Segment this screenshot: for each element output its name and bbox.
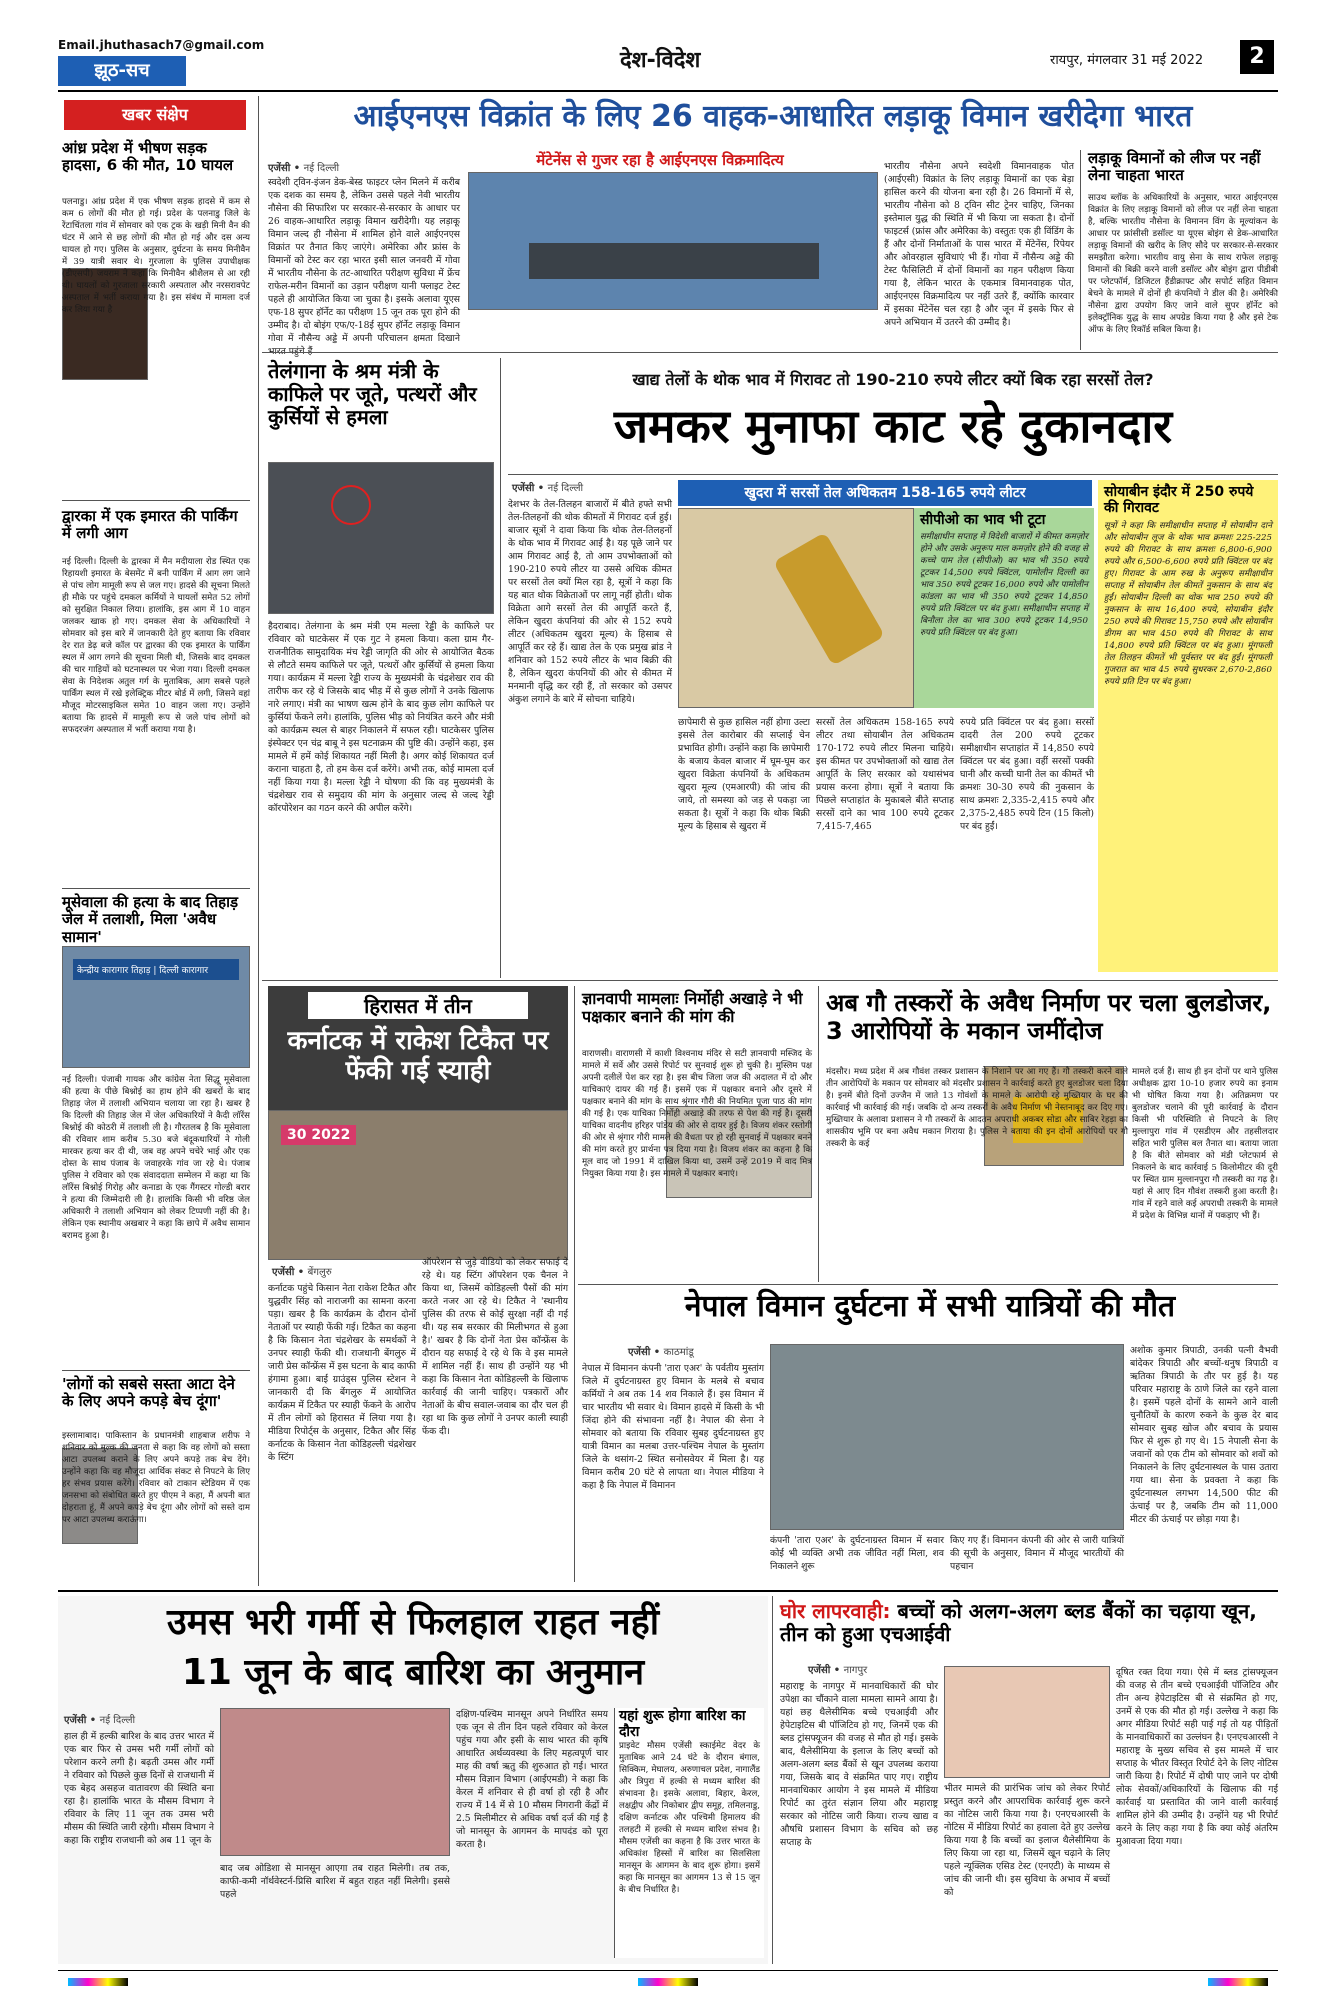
jail-signboard [73, 959, 239, 980]
byline-agency: एजेंसी [268, 163, 291, 174]
highlight-circle [331, 485, 371, 525]
byline-location: नागपुर [843, 1665, 868, 1676]
brief-divider [62, 500, 250, 501]
footer-registration-marks [58, 1974, 1278, 1994]
brief-headline: आंध्र प्रदेश में भीषण सड़क हादसा, 6 की मौत, 10 घायल [62, 139, 234, 175]
cow-headline: अब गौ तस्करों के अवैध निर्माण पर चला बुलडोजर, 3 आरोपियों के मकान जमींदोज [826, 989, 1272, 1045]
jail-signboard-text: केन्द्रीय कारागार तिहाड़ | दिल्ली कारागार [77, 966, 209, 976]
brief-headline: मूसेवाला की हत्या के बाद तिहाड़ जेल में तलाशी, मिला 'अवैध सामान' [62, 893, 239, 946]
email-text: Email.jhuthasach7@gmail.com [58, 38, 265, 52]
rain-box-title: यहां शुरू होगा बारिश का दौरा [619, 1708, 746, 1741]
column-divider [500, 358, 501, 978]
column-divider [1080, 150, 1081, 350]
oil-banner-text: खुदरा में सरसों तेल अधिकतम 158-165 रुपये लीटर [744, 485, 1026, 501]
section-divider [578, 1284, 1278, 1285]
oil-byline: एजेंसी • नई दिल्ली [512, 483, 584, 494]
weather-text-col2: बाद जब ओडिशा से मानसून आएगा तब राहत मिलेगी। तब तक, काफी-कमी नॉर्थवेस्टर्न-प्रिसि बारिश में बहुत राहत नहीं मिलेगी। इससे पहले [220, 1863, 453, 1900]
nepal-headline: नेपाल विमान दुर्घटना में सभी यात्रियों की मौत [684, 1289, 1176, 1324]
color-registration-strip [1208, 1978, 1268, 1986]
byline-location: नई दिल्ली [547, 483, 584, 494]
weather-story [58, 1596, 768, 1964]
hiv-text-col3: दूषित रक्त दिया गया। ऐसे में ब्लड ट्रांसफ्यूजन की वजह से तीन बच्चे एचआईवी पॉजिटिव और तीन अन्य हेपेटाइटिस बी से संक्रमित हो गए, उनमें से एक की मौत हो गई। उल्लेख ने कहा कि अगर मीडिया रिपोर्ट सही पाई गई तो यह पीड़ितों के मानवाधिकारों का उल्लंघन है। एनएचआरसी ने महाराष्ट्र के मुख्य सचिव से इस मामले में चार सप्ताह के भीतर विस्तृत रिपोर्ट देने के लिए नोटिस जारी किया है। रिपोर्ट में दोषी पाए जाने पर दोषी लोक सेवकों/अधिकारियों के खिलाफ की गई कार्रवाई या प्रस्तावित की जाने वाली कार्रवाई शामिल होने की उम्मीद है। उन्होंने यह भी रिपोर्ट करने के लिए कहा गया है कि क्या कोई अंतरिम मुआवजा दिया गया। [1116, 1667, 1281, 1847]
brief-divider [62, 888, 250, 889]
byline-agency: एजेंसी [628, 1347, 651, 1358]
byline-agency: एजेंसी [64, 1715, 87, 1726]
baby-feet-photo [944, 1666, 1110, 1778]
aircraft-carrier-photo [468, 172, 878, 310]
oil-banner [678, 480, 1092, 506]
byline-location: नई दिल्ली [303, 163, 340, 174]
cpo-text: समीक्षाधीन सप्ताह में विदेशी बाजारों में कीमत कमज़ोर होने और उसके अनुरूप माल कमज़ोर होने की वजह से कच्चे पाम तेल (सीपीओ) का भाव भी 350 रुपये टूटकर 14,500 रुपये क्विंटल, पामोलीन दिल्ली का भाव 350 रुपये टूटकर 16,000 रुपये और पामोलीन कांडला का भाव भी 350 रुपये टूटकर 14,850 रुपये प्रति क्विंटल पर बंद हुआ। समीक्षाधीन सप्ताह में बिनौला तेल का भाव 300 रुपये टूटकर 14,950 रुपये प्रति क्विंटल पर बंद हुआ। [920, 532, 1091, 639]
tikait-label: हिरासत में तीन [308, 992, 528, 1019]
carrier-ship-shape [529, 243, 819, 279]
color-registration-strip [68, 1978, 128, 1986]
oil-kicker: खाद्य तेलों के थोक भाव में गिरावट तो 190-210 रुपये लीटर क्यों बिक रहा सरसों तेल? [632, 370, 1154, 389]
lead-text-col3: भारतीय नौसेना अपने स्वदेशी विमानवाहक पोत (आईएसी) विक्रांत के लिए लड़ाकू विमानों का एक बेड़ा हासिल करने की योजना बना रही है। 26 विमानों में से, भारतीय नौसेना को 8 ट्विन सीट ट्रेनर चाहिए, जिनका इस्तेमाल युद्ध की स्थिति में भी किया जा सकता है। दोनों फाइटर्स (फ्रांस और अमेरिका के) वस्तुतः एक ही विंडिंग के हैं और दोनों निर्माताओं के पास भारत में मेंटेनेंस, रिपेयर और ओवरहाल सुविधाएं भी हैं। गोवा में नौसैन्य अड्डे की टेस्ट फैसिलिटी में दोनों विमानों का गहन परीक्षण किया गया है, लेकिन भारत के एकमात्र विमानवाहक पोत, आईएनएस विक्रमादित्य पर नहीं उतरे हैं, क्योंकि कारवार में इसका मेंटेनेंस चल रहा है और जून में इसके फिर से अपने अभियान में उतरने की उम्मीद है। [884, 161, 1077, 328]
brief-text: पलनाडु। आंध्र प्रदेश में एक भीषण सड़क हादसे में कम से कम 6 लोगों की मौत हो गई। प्रदेश के पलनाडु जिले के रेंटाचिंतला गांव में सोमवार को एक ट्रक के खड़ी मिनी वैन की घंटर में आने से छह लोगों की मौत हो गई और दस अन्य घायल हो गए। पुलिस के अनुसार, दुर्घटना के समय मिनीवैन में 39 यात्री सवार थे। गुरजाला के पुलिस उपाधीक्षक (डीएसपी) जयराम ने कहा कि मिनीवैन श्रीशैलम से आ रही थी। घायलों को गुरजाला सरकारी अस्पताल और नरसरावपेट अस्पताल में भर्ती कराया गया है। इस संबंध में मामला दर्ज कर लिया गया है [62, 197, 253, 315]
brief-headline: द्वारका में एक इमारत की पार्किंग में लगी आग [62, 507, 238, 543]
tihar-jail-photo [62, 946, 250, 1068]
color-registration-strip [638, 1978, 698, 1986]
tikait-box [268, 986, 568, 1110]
cpo-box [914, 508, 1094, 708]
telangana-text: हैदराबाद। तेलंगाना के श्रम मंत्री एम मल्ला रेड्डी के काफिले पर रविवार को घाटकेसर में एक गुट ने हमला किया। कला ग्राम गैर-राजनीतिक सामुदायिक मंच रेड्डी जागृति की ओर से आयोजित बैठक से लौटते समय काफिले पर जूते, पत्थरों और कुर्सियों से हमला किया गया। कार्यक्रम में मल्ला रेड्डी राज्य के मुख्यमंत्री के चंद्रशेखर राव की तारीफ कर रहे थे जिसके बाद भीड़ में से कुछ लोगों ने उनके खिलाफ नारे लगाए। मंत्री का भाषण खत्म होने के बाद कुछ लोग काफिले पर कुर्सियां फेंकने लगे। हालांकि, पुलिस भीड़ को नियंत्रित करने और मंत्री को कार्यक्रम स्थल से बाहर निकालने में सफल रही। घाटकेसर पुलिस इंस्पेक्टर एन चंद्र बाबू ने इस घटनाक्रम की पुष्टि की। उन्होंने कहा, इस मामले में हमें कोई शिकायत नहीं मिली है। अगर कोई शिकायत दर्ज कराना चाहता है, तो हम केस दर्ज करेंगे। अभी तक, कोई मामला दर्ज नहीं किया गया है। मल्ला रेड्डी ने घोषणा की कि वह मुख्यमंत्री के चंद्रशेखर राव से समुदाय की मांग के अनुसार जल्द से जल्द रेड्डी कॉरपोरेशन का गठन करने की अपील करेंगे। [268, 621, 497, 814]
soybean-box [1098, 480, 1278, 972]
byline-agency: एजेंसी [272, 1267, 295, 1278]
brief-text: नई दिल्ली। पंजाबी गायक और कांग्रेस नेता सिद्धू मूसेवाला की हत्या के पीछे बिश्नोई का हाथ होने की खबरों के बाद तिहाड़ जेल में तलाशी अभियान चलाया जा रहा है। खबर है कि दिल्ली की तिहाड़ जेल में जेल अधिकारियों ने कैदी लॉरेंस बिश्नोई की कोठरी में तलाशी ली है। गौरतलब है कि मूसेवाला की रविवार शाम करीब 5.30 बजे बंदूकधारियों ने गोली मारकर हत्या कर दी थी, जब वह अपने चचेरे भाई और एक दोस्त के साथ पंजाब के जवाहरके गांव जा रहे थे। पंजाब पुलिस ने रविवार को एक संवाददाता सम्मेलन में कहा था कि लॉरेंस बिश्नोई गिरोह और कनाडा के एक गैंगस्टर गोल्डी बरार ने हत्या की जिम्मेदारी ली है। हालांकि किसी भी वरिष्ठ जेल अधिकारी ने तलाशी अभियान को लेकर टिप्पणी नहीं की है। लेकिन एक स्थानीय अखबार ने कहा कि छापे में अवैध सामान बरामद हुआ है। [62, 1075, 253, 1241]
soybean-text: सूत्रों ने कहा कि समीक्षाधीन सप्ताह में सोयाबीन दाने और सोयाबीन लूज के थोक भाव क्रमशः 225-225 रुपये की गिरावट के साथ क्रमशः 6,800-6,900 रुपये और 6,500-6,600 रुपये प्रति क्विंटल पर बंद हुए। गिरावट के आम रुख के अनुरूप समीक्षाधीन सप्ताह में सोयाबीन तेल कीमतें नुकसान के साथ बंद हुईं। सोयाबीन दिल्ली का थोक भाव 250 रुपये की नुकसान के साथ 16,400 रुपये, सोयाबीन इंदौर 250 रुपये की गिरावट 15,750 रुपये और सोयाबीन डीगम का भाव 450 रुपये की गिरावट के साथ 14,800 रुपये प्रति क्विंटल पर बंद हुआ। मूंगफली तेल तिलहन कीमतें भी पूर्वस्तर पर बंद हुईं। मूंगफली गुजरात का भाव 45 रुपये सुधरकर 2,670-2,860 रुपये प्रति टिन पर बंद हुआ। [1104, 521, 1275, 688]
oil-headline: जमकर मुनाफा काट रहे दुकानदार [613, 399, 1173, 453]
oil-pouring-photo [678, 508, 914, 708]
oil-text-col2: छापेमारी से कुछ हासिल नहीं होगा उल्टा इससे तेल कारोबार की सप्लाई चेन प्रभावित होगी। उन्होंने कहा कि छापेमारी के बजाय केवल बाजार में घूम-घूम कर खुदरा विक्रेता कंपनियों के अधिकतम खुदरा मूल्य (एमआरपी) की जांच की जाये, तो समस्या को जड़ से पकड़ा जा सकता है। सूत्रों ने कहा कि थोक बिक्री मूल्य के हिसाब से खुदरा में [678, 717, 813, 832]
footer-rule [58, 1970, 1278, 1971]
section-divider [262, 352, 1278, 353]
oil-bottle-shape [773, 532, 885, 666]
masthead-rule [58, 90, 1278, 92]
hiv-text-col1: महाराष्ट्र के नागपुर में मानवाधिकारों की घोर उपेक्षा का चौंकाने वाला मामला सामने आया है। यहां छह थैलेसीमिक बच्चे एचआईवी और हेपेटाइटिस बी पॉजिटिव हो गए, जिनमें एक की ब्लड ट्रांसफ्यूजन की वजह से मौत हो गई। इसके बाद, थैलेसीमिया के इलाज के लिए बच्चों को अलग-अलग ब्लड बैंकों से खून उपलब्ध कराया गया, जिसके बाद वे संक्रमित पाए गए। राष्ट्रीय मानवाधिकार आयोग ने इस मामले में मीडिया रिपोर्ट का तुरंत संज्ञान लिया और महाराष्ट्र सरकार को नोटिस जारी किया। राज्य खाद्य व औषधि प्रशासन विभाग के सचिव को छह सप्ताह के [780, 1681, 941, 1848]
gyanvapi-text: वाराणसी। वाराणसी में काशी विश्वनाथ मंदिर से सटी ज्ञानवापी मस्जिद के मामले में सर्वे और उससे रिपोर्ट पर सुनवाई शुरू हो चुकी है। मुस्लिम पक्ष अपनी दलीलें पेश कर रहा है। इस बीच जिला जज की अदालत में दो और याचिकाएं दायर की गई हैं। इसमें एक में पक्षकार बनाने और दूसरे में पक्षकार बनाने की मांग के साथ श्रृंगार गौरी की नियमित पूजा पाठ की मांग की गई है। एक याचिका निर्मोही अखाड़े की तरफ से पेश की गई है। दूसरी याचिका वादनीय हरिहर पांडेय की ओर से दायर हुई है। विजय शंकर रस्तोगी की ओर से श्रृंगार गौरी मामले की वैधता पर हो रही सुनवाई में पक्षकार बनने की मांग करते हुए प्रार्थना पत्र दिया गया है। विजय शंकर का कहना है कि मूल वाद जो 1991 में दाखिल किया था, उसमें उन्हें 2019 में वाद मित्र नियुक्त किया गया है। इस मामले में पक्षकार बनाएं। [582, 1049, 815, 1179]
column-divider [772, 1596, 773, 1964]
cow-text-col1: मंदसौर। मध्य प्रदेश में अब गौवंश तस्कर प्रशासन के निशाने पर आ गए हैं। गौ तस्करी करने वाले तीन आरोपियों के मकान पर सोमवार को मंदसौर प्रशासन ने कार्रवाई करते हुए बुलडोजर चला दिया है। इनमें बीते दिनों उज्जैन में जाते 13 गोवंशों के मामले के आरोपी रहे मुख्तियार के घर की कार्रवाई भी कार्रवाई की गई। जबकि दो अन्य तस्करों के अवैध निर्माण भी नेस्तनाबूद कर दिए गए। मुख्तियार के अलावा प्रशासन ने गौ तस्करों के आदतन अपराधी अकबर सोडा और साबिर रेहड़ा का शासकीय भूमि पर बना अवैध मकान गिराया है। पुलिस ने बताया की इन दोनों आरोपियों पर गौ तस्करी के कई [826, 1067, 1131, 1149]
brief-headline: 'लोगों को सबसे सस्ता आटा देने के लिए अपने कपड़े बेच दूंगा' [62, 1375, 235, 1411]
column-divider [818, 986, 819, 1282]
sidebar-header-text: खबर संक्षेप [122, 105, 188, 124]
brief-text: नई दिल्ली। दिल्ली के द्वारका में मैन मदीयाला रोड स्थित एक रिहायशी इमारत के बेसमेंट में बनी पार्किंग में आग लग जाने से पांच लोग मामूली रूप से जल गए। हादसे की सूचना मिलते ही मौके पर पहुंचे दमकल कर्मियों ने घायलों समेत 52 लोगों को सुरक्षित निकाल लिया। हालांकि, इस आग में 10 वाहन जलकर खाक हो गए। दमकल सेवा के अधिकारियों ने सोमवार को इस बारे में जानकारी देते हुए बताया कि रविवार देर रात डेढ़ बजे कॉल पर द्वारका की एक इमारत के पार्किंग स्थल में आग लगने की सूचना मिली थी, जिसके बाद दमकल की चार गाड़ियों को घटनास्थल पर भेजा गया। दिल्ली दमकल सेवा के निदेशक अतुल गर्ग के मुताबिक, आग सबसे पहले पार्किंग स्थल में रखे इलेक्ट्रिक मीटर बोर्ड में लगी, जिसने वहां मौजूद मोटरसाइकिल समेत 10 वाहन जला गए। उन्होंने बताया कि हादसे में मामूली रूप से जले पांच लोगों को सफदरजंग अस्पताल में भर्ती कराया गया है। [62, 557, 253, 735]
weather-headline-line1: उमस भरी गर्मी से फिलहाल राहत नहीं [166, 1602, 660, 1643]
hiv-kicker: घोर लापरवाही: [780, 1599, 891, 1623]
masthead [0, 0, 1323, 96]
lead-side-headline: लड़ाकू विमानों को लीज पर नहीं लेना चाहता भारत [1088, 149, 1261, 185]
cow-text-col2: मामले दर्ज हैं। साथ ही इन दोनों पर थाने पुलिस अधीक्षक द्वारा 10-10 हजार रुपये का इनाम भी घोषित किया गया है। अतिक्रमण पर बुलडोजर चलाने की पूरी कार्रवाई के दौरान किसी भी परिस्थिति से निपटने के लिए मुल्लापुरा गांव में एसडीएम और तहसीलदार सहित भारी पुलिस बल तैनात था। बताया जाता है कि बीते सोमवार को मंडी प्लेटफार्म से निकलने के बाद कार्रवाई 5 किलोमीटर की दूरी पर स्थित ग्राम मुल्लानपुरा गौ तस्करी का गढ़ है। यहां से आए दिन गौवंश तस्करी हुआ करती है। गांव में रहने वाले कई अपराधी तस्करी के मामले में प्रदेश के विभिन्न थानों में पकड़ाए भी हैं। [1132, 1067, 1281, 1221]
nepal-byline: एजेंसी • काठमांडू [628, 1347, 694, 1358]
gyanvapi-headline: ज्ञानवापी मामलाः निर्मोही अखाड़े ने भी पक्षकार बनाने की मांग की [582, 989, 803, 1027]
lead-headline: आईएनएस विक्रांत के लिए 26 वाहक-आधारित लड़ाकू विमान खरीदेगा भारत [353, 99, 1193, 134]
hiv-text-col2: भीतर मामले की प्रारंभिक जांच को लेकर रिपोर्ट प्रस्तुत करने और आपराधिक कार्रवाई शुरू करने का नोटिस जारी किया गया है। एनएचआरसी के नोटिस में मीडिया रिपोर्ट का हवाला देते हुए उल्लेख किया गया है कि बच्चों का इलाज थैलेसीमिया के लिए किया जा रहा था, जिसमें खून चढ़ाने के लिए पहले न्यूक्लिक एसिड टेस्ट (एनएटी) के माध्यम से जांच की जानी थी। इस सुविधा के अभाव में बच्चों को [944, 1783, 1113, 1898]
sidebar-header [64, 100, 246, 130]
lead-text-col1: स्वदेशी ट्विन-इंजन डेक-बेस्ड फाइटर प्लेन मिलने में करीब एक दशक का समय है, लेकिन उससे पहले नेवी भारतीय नौसेना की सिफारिश पर सरकार-से-सरकार के आधार पर 26 वाहक-आधारित लड़ाकू विमान खरीदेगी। यह लड़ाकू विमान जल्द ही नौसेना में शामिल होने वाले आईएनएस विक्रांत पर तैनात किए जाएंगे। अमेरिका और फ्रांस के विमानों को टेस्ट कर रहा भारत इसी साल जनवरी में गोवा में भारतीय नौसेना के तट-आधारित परीक्षण सुविधा में फ्रेंच राफेल-मरीन विमानों का उड़ान परीक्षण यानी फ्लाइट टेस्ट पहले ही आयोजित किया जा चुका है। इसके अलावा यूएस एफ-18 सुपर हॉर्नेट का परीक्षण 15 जून तक पूरा होने की उम्मीद है। दो बोइंग एफ/ए-18ई सुपर हॉर्नेट लड़ाकू विमान गोवा में नौसैन्य अड्डे में अपनी परिचालन क्षमता दिखाने [268, 177, 460, 344]
brief-text: इस्लामाबाद। पाकिस्तान के प्रधानमंत्री शाहबाज शरीफ ने शनिवार को मुल्क की जनता से कहा कि वह लोगों को सस्ता आटा उपलब्ध कराने के लिए अपने कपड़े तक बेच देंगे। उन्होंने कहा कि वह मौजूदा आर्थिक संकट से निपटने के लिए हर संभव प्रयास करेंगे। रविवार को टाकान स्टेडियम में एक जनसभा को संबोधित करते हुए पीएम ने कहा, मैं अपनी बात दोहराता हूं, मैं अपने कपड़े बेच दूंगा और लोगों को सस्ते दाम पर आटा उपलब्ध कराऊंगा। [62, 1431, 253, 1525]
column-divider [574, 986, 575, 1582]
brief-divider [62, 1370, 250, 1371]
byline-agency: एजेंसी [808, 1665, 831, 1676]
tikait-headline: कर्नाटक में राकेश टिकैत पर फेंकी गई स्याही [287, 1026, 549, 1086]
soybean-headline: सोयाबीन इंदौर में 250 रुपये की गिरावट [1104, 484, 1254, 517]
oil-text-col4: रुपये प्रति क्विंटल पर बंद हुआ। सरसों दादरी तेल 200 रुपये टूटकर समीक्षाधीन सप्ताहांत में 14,850 रुपये क्विंटल पर बंद हुआ। वहीं सरसों पक्की घानी और कच्ची घानी तेल का कीमतें भी क्रमशः 30-30 रुपये की नुकसान के साथ क्रमशः 2,335-2,415 रुपये और 2,375-2,485 रुपये टिन (15 किलो) पर बंद हुईं। [960, 717, 1097, 832]
rain-box [614, 1708, 764, 1958]
nepal-text-col3: किए गए हैं। विमानन कंपनी की ओर से जारी यात्रियों की सूची के अनुसार, विमान में मौजूद भारतीयों की पहचान [950, 1535, 1127, 1572]
nepal-text-col4: अशोक कुमार त्रिपाठी, उनकी पत्नी वैभवी बांदेकर त्रिपाठी और बच्चों-धनुष त्रिपाठी व ऋतिका त्रिपाठी के तौर पर हुई है। यह परिवार महाराष्ट्र के ठाणे जिले का रहने वाला है। इसमें पहले दोनों के सामने आने वाली चुनौतियों के कारण रुकने के कुछ देर बाद सोमवार सुबह खोज और बचाव के प्रयास फिर से शुरू हो गए थे। 15 नेपाली सेना के जवानों को एक टीम को सोमवार को शवों को निकालने के लिए दुर्घटनास्थल के पास उतारा गया था। सेना के प्रवक्ता ने कहा कि दुर्घटनास्थल लगभग 14,500 फीट की ऊंचाई पर है, जबकि टीम को 11,000 मीटर की ऊंचाई पर छोड़ा गया है। [1130, 1345, 1281, 1525]
nepal-text-col1: नेपाल में विमानन कंपनी 'तारा एअर' के पर्वतीय मुस्तांग जिले में दुर्घटनाग्रस्त हुए विमान के मलबे से बचाव कर्मियों ने अब तक 14 शव निकाले हैं। इस विमान में चार भारतीय भी सवार थे। विमान हादसे में किसी के भी जिंदा होने की संभावना नहीं है। नेपाल की सेना ने सोमवार को बताया कि रविवार सुबह दुर्घटनाग्रस्त हुए यात्री विमान का मलबा उत्तर-पश्चिम नेपाल के मुस्तांग जिले के थसांग-2 स्थित सनोसवेयर में मिला है। यह विमान करीब 20 घंटे से लापता था। नेपाल मीडिया ने कहा है कि नेपाल में विमानन [582, 1363, 767, 1491]
rain-box-text: प्राइवेट मौसम एजेंसी स्काईमेट वेदर के मुताबिक आने 24 घंटे के दौरान बंगाल, सिक्किम, मेघालय, अरुणाचल प्रदेश, नागालैंड और त्रिपुरा में हल्की से मध्यम बारिश की संभावना है। इसके अलावा, बिहार, केरल, लक्षद्वीप और निकोबार द्वीप समूह, तमिलनाडु, दक्षिण कर्नाटक और पश्चिमी हिमालय की तलहटी में हल्की से मध्यम बारिश संभव है। मौसम एजेंसी का कहना है कि उत्तर भारत के अधिकांश हिस्सों में बारिश का सिलसिला मानसून के आगमन के बाद शुरू होगा। इसमें कहा कि मानसून का आगमन 13 से 15 जून के बीच निर्धारित है। [619, 1741, 763, 1896]
telangana-headline: तेलंगाना के श्रम मंत्री के काफिले पर जूते, पत्थरों और कुर्सियों से हमला [268, 359, 477, 429]
lead-byline: एजेंसी • नई दिल्ली [268, 163, 340, 174]
hiv-headline-text: बच्चों को अलग-अलग ब्लड बैंकों का चढ़ाया खून, तीन को हुआ एचआईवी [780, 1599, 1257, 1646]
lead-side-text: साउथ ब्लॉक के अधिकारियों के अनुसार, भारत आईएनएस विक्रांत के लिए लड़ाकू विमानों को लीज पर नहीं लेना चाहता है, बल्कि भारतीय नौसेना के विमानन विंग के मूल्यांकन के आधार पर फ्रांसीसी डसॉल्ट या यूएस बोइंग से डेक-आधारित लड़ाकू विमानों की खरीद के लिए सौदे पर सरकार-से-सरकार समझौता करेगा। भारतीय वायु सेना के साथ राफेल लड़ाकू विमानों की बिक्री करने वाली डसॉल्ट और बोइंग द्वारा पीडीबी पर प्लेटफॉर्म, डिजिटल हैंडीक्राफ्ट और सपोर्ट सहित विमान बेचने के मामले में दोनों ही कंपनियों ने डील की है। अमेरिकी नौसेना द्वारा उपयोग किए जाने वाले सुपर हॉर्नेट को इलेक्ट्रॉनिक युद्ध के साथ अपग्रेड किया गया है और इसे टेक ऑफ के लिए रिकॉर्ड सबिल किया है। [1088, 193, 1281, 335]
byline-location: बेंगलुरु [307, 1267, 332, 1278]
tikait-photo [268, 1110, 568, 1260]
weather-headline-line2: 11 जून के बाद बारिश का अनुमान [181, 1652, 645, 1693]
tikait-byline: एजेंसी • बेंगलुरु [272, 1267, 332, 1278]
oil-text-col3: सरसों तेल अधिकतम 158-165 रुपये लीटर तथा सोयाबीन तेल अधिकतम 170-172 रुपये लीटर मिलना चाहिये। इस कीमत पर उपभोक्ताओं को खाद्य तेल आपूर्ति के लिए सरकार को यथासंभव प्रयास करना होगा। सूत्रों ने बताया कि पिछले सप्ताहांत के मुकाबले बीते सप्ताह सरसों दाने का भाव 100 रुपये टूटकर 7,415-7,465 [816, 717, 957, 832]
weather-byline: एजेंसी • नई दिल्ली [64, 1715, 136, 1726]
dateline: रायपुर, मंगलवार 31 मई 2022 [1050, 53, 1204, 68]
weather-text-col1: हाल ही में हल्की बारिश के बाद उत्तर भारत में एक बार फिर से उमस भरी गर्मी लोगों को परेशान करने लगी है। बढ़ती उमस और गर्मी ने रविवार को पिछले कुछ दिनों से राजधानी में एक बेहद असहज वातावरण की स्थिति बना रहा है। हालांकि भारत के मौसम विभाग ने रविवार के लिए 11 जून तक उमस भरी मौसम की स्थिति जारी रहेगी। मौसम विभाग ने कहा कि राष्ट्रीय राजधानी को अब 11 जून के [64, 1731, 217, 1846]
nepal-text-col2: कंपनी 'तारा एअर' के दुर्घटनाग्रस्त विमान में सवार कोई भी व्यक्ति अभी तक जीवित नहीं मिला, शव निकालने शुरू [770, 1535, 947, 1572]
lead-subhead: मेंटेनेंस से गुजर रहा है आईएनएस विक्रमादित्य [536, 151, 784, 169]
tikait-text-col1: कर्नाटक पहुंचे किसान नेता राकेश टिकैत और युद्धवीर सिंह को नाराजगी का सामना करना पड़ा। खबर है कि कार्यक्रम के दौरान दोनों नेताओं पर स्याही फेंकी गई। टिकैत का कहना है कि किसान नेता चंद्रशेखर के समर्थकों ने उनपर स्याही फेंकी थी। राजधानी बेंगलुरु में जारी प्रेस कॉन्फ्रेंस में इस घटना के बाद काफी हंगामा हुआ। बाई ग्राउंड्स पुलिस स्टेशन ने जानकारी दी कि बेंगलुरु में आयोजित कार्यक्रम में टिकैत पर स्याही फेंकने के आरोप में तीन लोगों को हिरासत में लिया गया है। मीडिया रिपोर्ट्स के अनुसार, टिकैत और सिंह कर्नाटक के किसान नेता कोडिहल्ली चंद्रशेखर के स्टिंग [268, 1283, 419, 1463]
weather-text-col3: दक्षिण-पश्चिम मानसून अपने निर्धारित समय एक जून से तीन दिन पहले रविवार को केरल पहुंच गया और इसी के साथ भारत की कृषि आधारित अर्थव्यवस्था के लिए महत्वपूर्ण चार माह की वर्षा ऋतु की शुरुआत हो गई। भारत मौसम विज्ञान विभाग (आईएमडी) ने कहा कि केरल में शनिवार से ही वर्षा हो रही है और राज्य में 14 में से 10 मौसम निगरानी केंद्रों में 2.5 मिलीमीटर से अधिक वर्षा दर्ज की गई है जो मानसून के आगमन के मापदंड को पूरा करता है। [456, 1709, 611, 1850]
byline-agency: एजेंसी [512, 483, 535, 494]
oil-headline-rule [508, 474, 1278, 475]
section-divider [58, 1590, 1278, 1592]
telangana-attack-photo [268, 462, 494, 614]
heat-women-photo [220, 1708, 450, 1856]
page-number-value: 2 [1249, 44, 1265, 69]
section-title: देश-विदेश [620, 48, 701, 73]
oil-text-col1: देशभर के तेल-तिलहन बाजारों में बीते हफ्ते सभी तेल-तिलहनों की थोक कीमतों में गिरावट दर्ज हुई। बाजार सूत्रों ने दावा किया कि थोक तेल-तिलहनों के थोक भाव में गिरावट आई है। यह पूछे जाने पर आम गिरावट आई है, तो आम उपभोक्ताओं को 190-210 रुपये लीटर या उससे अधिक कीमत पर सरसों तेल क्यों मिल रहा है, सूत्रों ने कहा कि यह बात थोक विक्रेताओं पर लागू नहीं होती। थोक विक्रेता आगे सरसों तेल की आपूर्ति करते हैं, लेकिन खुदरा कंपनियां की ओर से 152 रुपये लीटर (अधिकतम खुदरा मूल्य) के हिसाब से आपूर्ति कर रहे हैं। खाद्य तेल के एक प्रमुख ब्रांड ने शनिवार को 152 रुपये लीटर के भाव बिक्री की है, लेकिन खुदरा कंपनियों की ओर से कीमत में मनमानी वृद्धि कर रही हैं, तो सरकार को उसपर अंकुश लगाने के बारे में सोचना चाहिये। [508, 499, 675, 705]
brand-name: झूठ-सच [94, 60, 150, 81]
section-divider [262, 980, 1278, 981]
brand-logo [58, 56, 186, 86]
hiv-byline: एजेंसी • नागपुर [808, 1665, 868, 1676]
column-divider [258, 96, 259, 1586]
plane-wreckage-photo [770, 1344, 1124, 1530]
page-number [1240, 40, 1274, 74]
photo-banner [281, 1125, 356, 1145]
byline-location: काठमांडू [663, 1347, 694, 1358]
cpo-title: सीपीओ का भाव भी टूटा [920, 512, 1046, 528]
hiv-headline [780, 1600, 1278, 1646]
byline-location: नई दिल्ली [99, 1715, 136, 1726]
news-brief-sidebar [58, 96, 254, 1586]
photo-banner-text: 30 2022 [287, 1127, 351, 1143]
tikait-text-col2: ऑपरेशन से जुड़े वीडियो को लेकर सफाई दे रहे थे। यह स्टिंग ऑपरेशन एक चैनल ने किया था, जिसमें कोडिहल्ली पैसों की मांग करते नजर आ रहे थे। टिकैत ने 'स्थानीय पुलिस की तरफ से कोई सुरक्षा नहीं दी गई थी। यह सब सरकार की मिलीभगत से हुआ है।' खबर है कि दोनों नेता प्रेस कॉन्फ्रेंस के दौरान यह सफाई दे रहे थे कि वे इस मामले में शामिल नहीं हैं। साथ ही उन्होंने यह भी कहा कि किसान नेता कोडिहल्ली के खिलाफ कार्रवाई की जानी चाहिए। पत्रकारों और नेताओं के बीच सवाल-जवाब का दौर चल ही रहा था कि कुछ लोगों ने उनपर काली स्याही फेंक दी। [422, 1257, 571, 1437]
